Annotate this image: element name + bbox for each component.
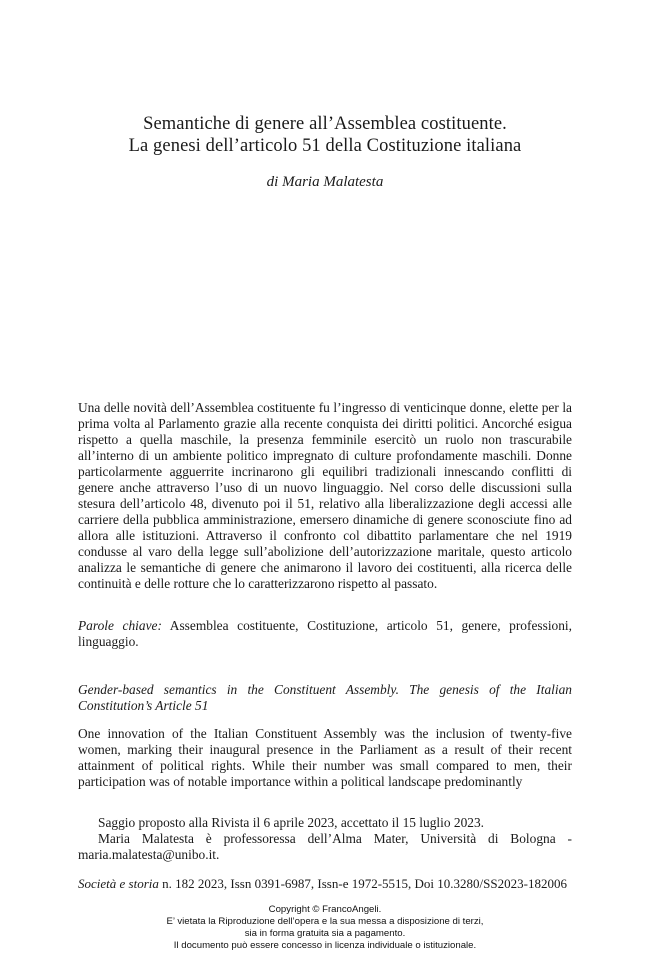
- copyright-line-4: Il documento può essere concesso in licenza individuale o istituzionale.: [173, 940, 477, 951]
- journal-name: Società e storia: [78, 876, 159, 891]
- submission-note: Saggio proposto alla Rivista il 6 aprile 2023, accettato il 15 luglio 2023.: [98, 815, 485, 830]
- abstract-english: One innovation of the Italian Constituent Assembly was the inclusion of twenty-five women, marking their inaugural presence in the Parliament as a result of their recent attainment of political rights. While their number was small compared to men, their participation was of notable importance within a political landscape predominantly: [78, 726, 572, 789]
- keywords: [78, 618, 572, 650]
- title-line-1: Semantiche di genere all’Assemblea costituente.: [143, 114, 507, 134]
- copyright-notice: [0, 904, 650, 952]
- english-title: Gender-based semantics in the Constituent Assembly. The genesis of the Italian Constitution’s Article 51: [78, 682, 572, 713]
- copyright-line-2: E’ vietata la Riproduzione dell’opera e la sua messa a disposizione di terzi,: [166, 916, 484, 927]
- abstract-italian: Una delle novità dell’Assemblea costituente fu l’ingresso di venticinque donne, elette per la prima volta al Parlamento grazie alla recente conquista dei diritti politici. Ancorché esigua rispetto a quella maschile, la presenza femminile esercitò un ruolo non trascurabile all’interno di un ambiente politico impregnato di culture profondamente maschili. Donne particolarmente agguerrite incrinarono gli equilibri tradizionali innescando conflitti di genere anche attraverso l’uso di un nuovo linguaggio. Nel corso delle discussioni sulla stesura dell’articolo 48, divenuto poi il 51, relativo alla liberalizzazione degli accessi alle carriere della pubblica amministrazione, emersero dinamiche di genere sconosciute fino ad allora alle istituzioni. Attraverso il confronto col dibattito parlamentare che nel 1919 condusse al varo della legge sull’abolizione dell’autorizzazione maritale, questo articolo analizza le semantiche di genere che animarono il lavoro dei costituenti, alla ricerca delle continuità e delle rotture che lo caratterizzarono rispetto al passato.: [78, 400, 572, 591]
- journal-citation: [78, 876, 572, 892]
- keywords-text: Assemblea costituente, Costituzione, articolo 51, genere, professioni, linguaggio.: [78, 618, 572, 649]
- affiliation-text: Maria Malatesta è professoressa dell’Alma Mater, Università di Bologna - maria.malatesta@unibo.it.: [78, 831, 572, 862]
- author-affiliation: [78, 831, 572, 863]
- article-title: [0, 113, 650, 157]
- copyright-line-3: sia in forma gratuita sia a pagamento.: [244, 928, 406, 939]
- copyright-line-1: Copyright © FrancoAngeli.: [268, 904, 382, 915]
- title-line-2: La genesi dell’articolo 51 della Costituzione italiana: [128, 136, 522, 156]
- author-byline: di Maria Malatesta: [266, 174, 384, 190]
- keywords-label: Parole chiave:: [78, 618, 162, 633]
- citation-details: n. 182 2023, Issn 0391-6987, Issn-e 1972-5515, Doi 10.3280/SS2023-182006: [158, 876, 567, 891]
